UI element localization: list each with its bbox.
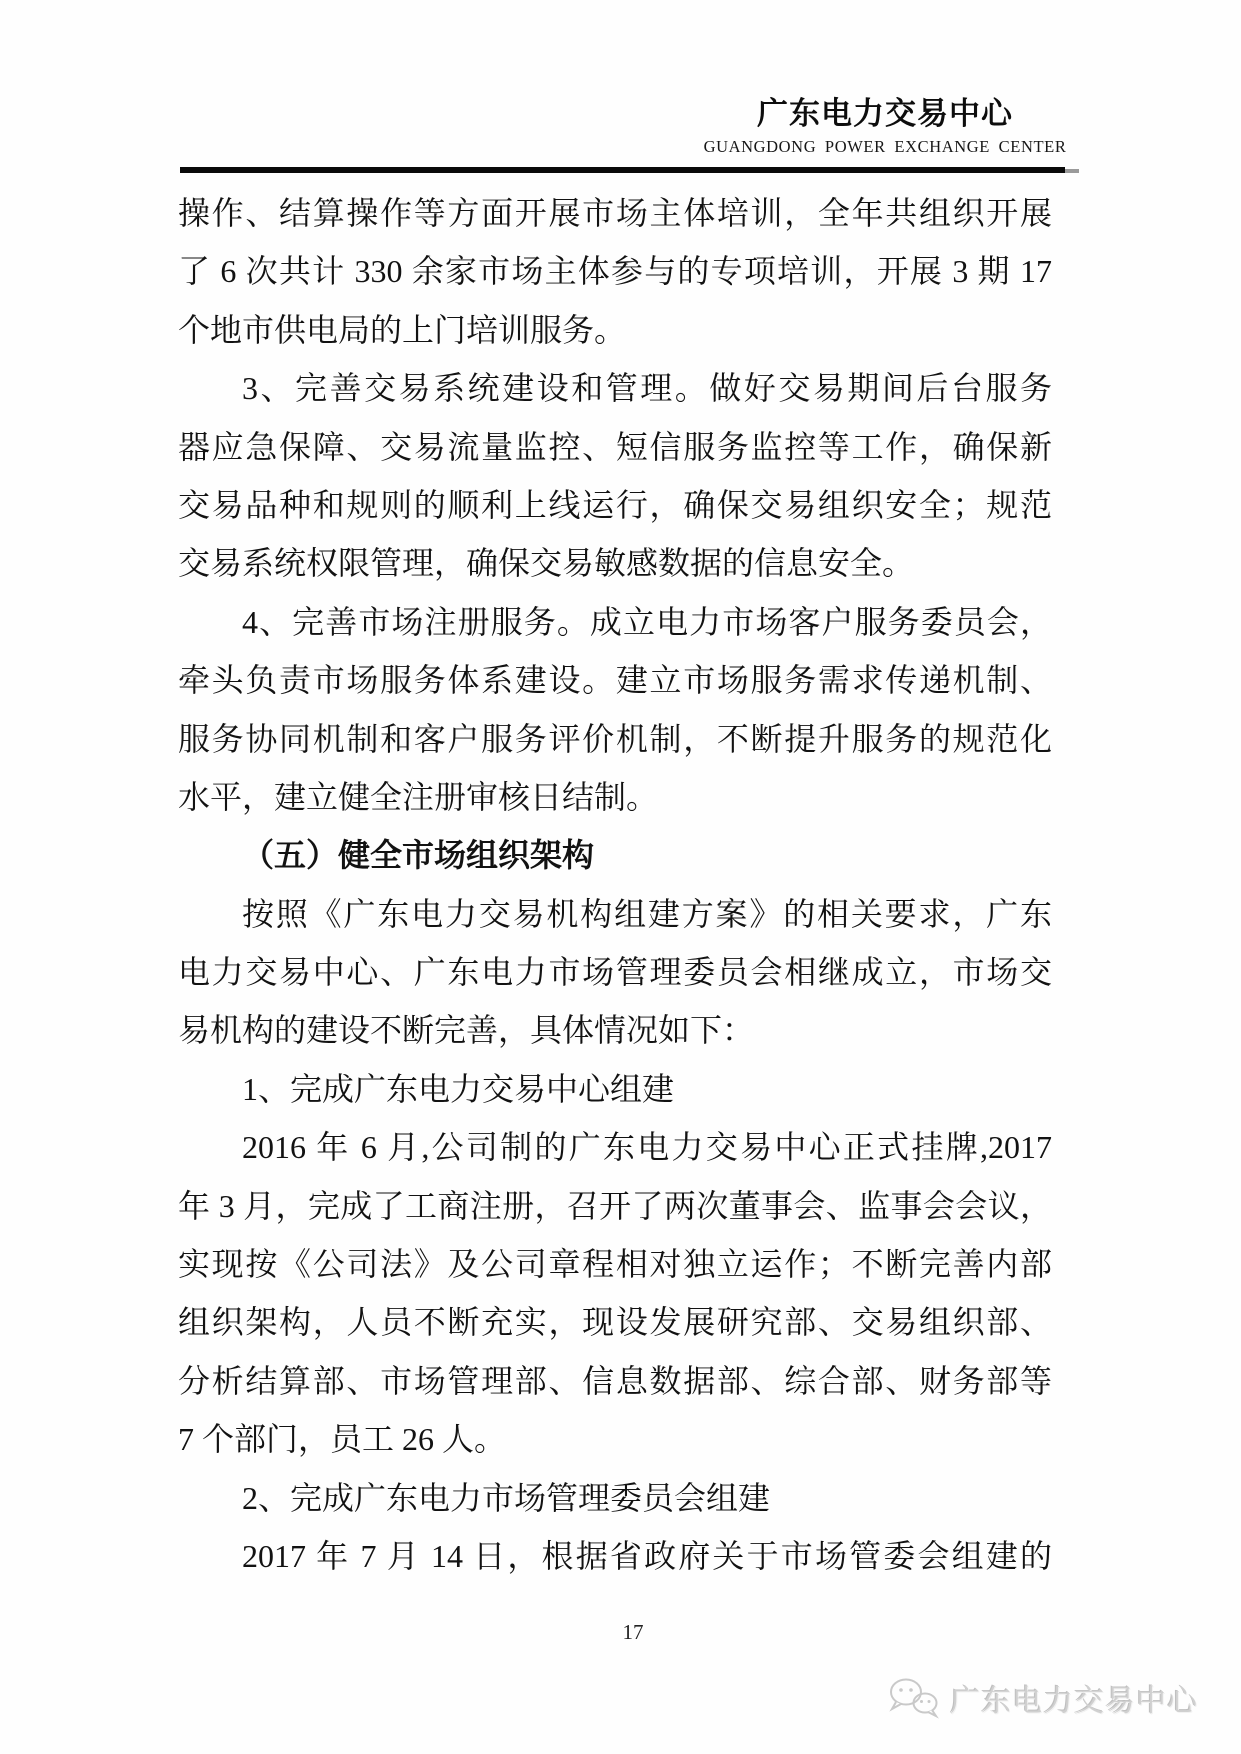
text-line: 器应急保障、交易流量监控、短信服务监控等工作，确保新 [178,428,1052,465]
text-line: 水平，建立健全注册审核日结制。 [178,778,659,815]
text-line: 牵头负责市场服务体系建设。建立市场服务需求传递机制、 [178,662,1052,699]
text-line: 组织架构，人员不断充实，现设发展研究部、交易组织部、 [178,1304,1052,1341]
text-line: 实现按《公司法》及公司章程相对独立运作；不断完善内部 [178,1246,1052,1283]
text-line: 服务协同机制和客户服务评价机制，不断提升服务的规范化 [178,720,1052,757]
text-line: 操作、结算操作等方面开展市场主体培训，全年共组织开展 [178,195,1052,231]
document-header [700,96,1070,157]
text-line: 年 3 月，完成了工商注册，召开了两次董事会、监事会会议， [178,1187,1052,1224]
text-line: 4、完善市场注册服务。成立电力市场客户服务委员会， [242,603,1052,640]
text-line: 个地市供电局的上门培训服务。 [178,311,627,348]
page-number: 17 [622,1620,644,1644]
text-line: 1、完成广东电力交易中心组建 [242,1070,675,1107]
text-line: 交易品种和规则的顺利上线运行，确保交易组织安全；规范 [178,486,1052,523]
text-line: 交易系统权限管理，确保交易敏感数据的信息安全。 [178,545,915,582]
text-line: 7 个部门，员工 26 人。 [178,1421,507,1458]
wechat-icon [888,1677,940,1719]
text-line: 按照《广东电力交易机构组建方案》的相关要求，广东 [242,895,1052,932]
org-title-cn: 广东电力交易中心 [757,96,1013,131]
text-line: 2016 年 6 月,公司制的广东电力交易中心正式挂牌,2017 [242,1129,1052,1166]
text-line: 2017 年 7 月 14 日，根据省政府关于市场管委会组建的 [242,1537,1052,1574]
text-line: 了 6 次共计 330 余家市场主体参与的专项培训，开展 3 期 17 [178,253,1052,290]
text-line: 电力交易中心、广东电力市场管理委员会相继成立，市场交 [178,954,1052,991]
org-title-en: GUANGDONG POWER EXCHANGE CENTER [703,137,1067,156]
text-line: 分析结算部、市场管理部、信息数据部、综合部、财务部等 [178,1362,1052,1399]
document-body [178,184,1052,1585]
text-line: 3、完善交易系统建设和管理。做好交易期间后台服务 [242,370,1052,407]
text-line: 易机构的建设不断完善，具体情况如下： [178,1012,755,1049]
header-rule [180,167,1065,173]
text-line: 2、完成广东电力市场管理委员会组建 [242,1479,771,1516]
watermark [888,1676,1198,1720]
watermark-text: 广东电力交易中心 [950,1685,1198,1718]
section-heading: （五）健全市场组织架构 [242,837,595,874]
